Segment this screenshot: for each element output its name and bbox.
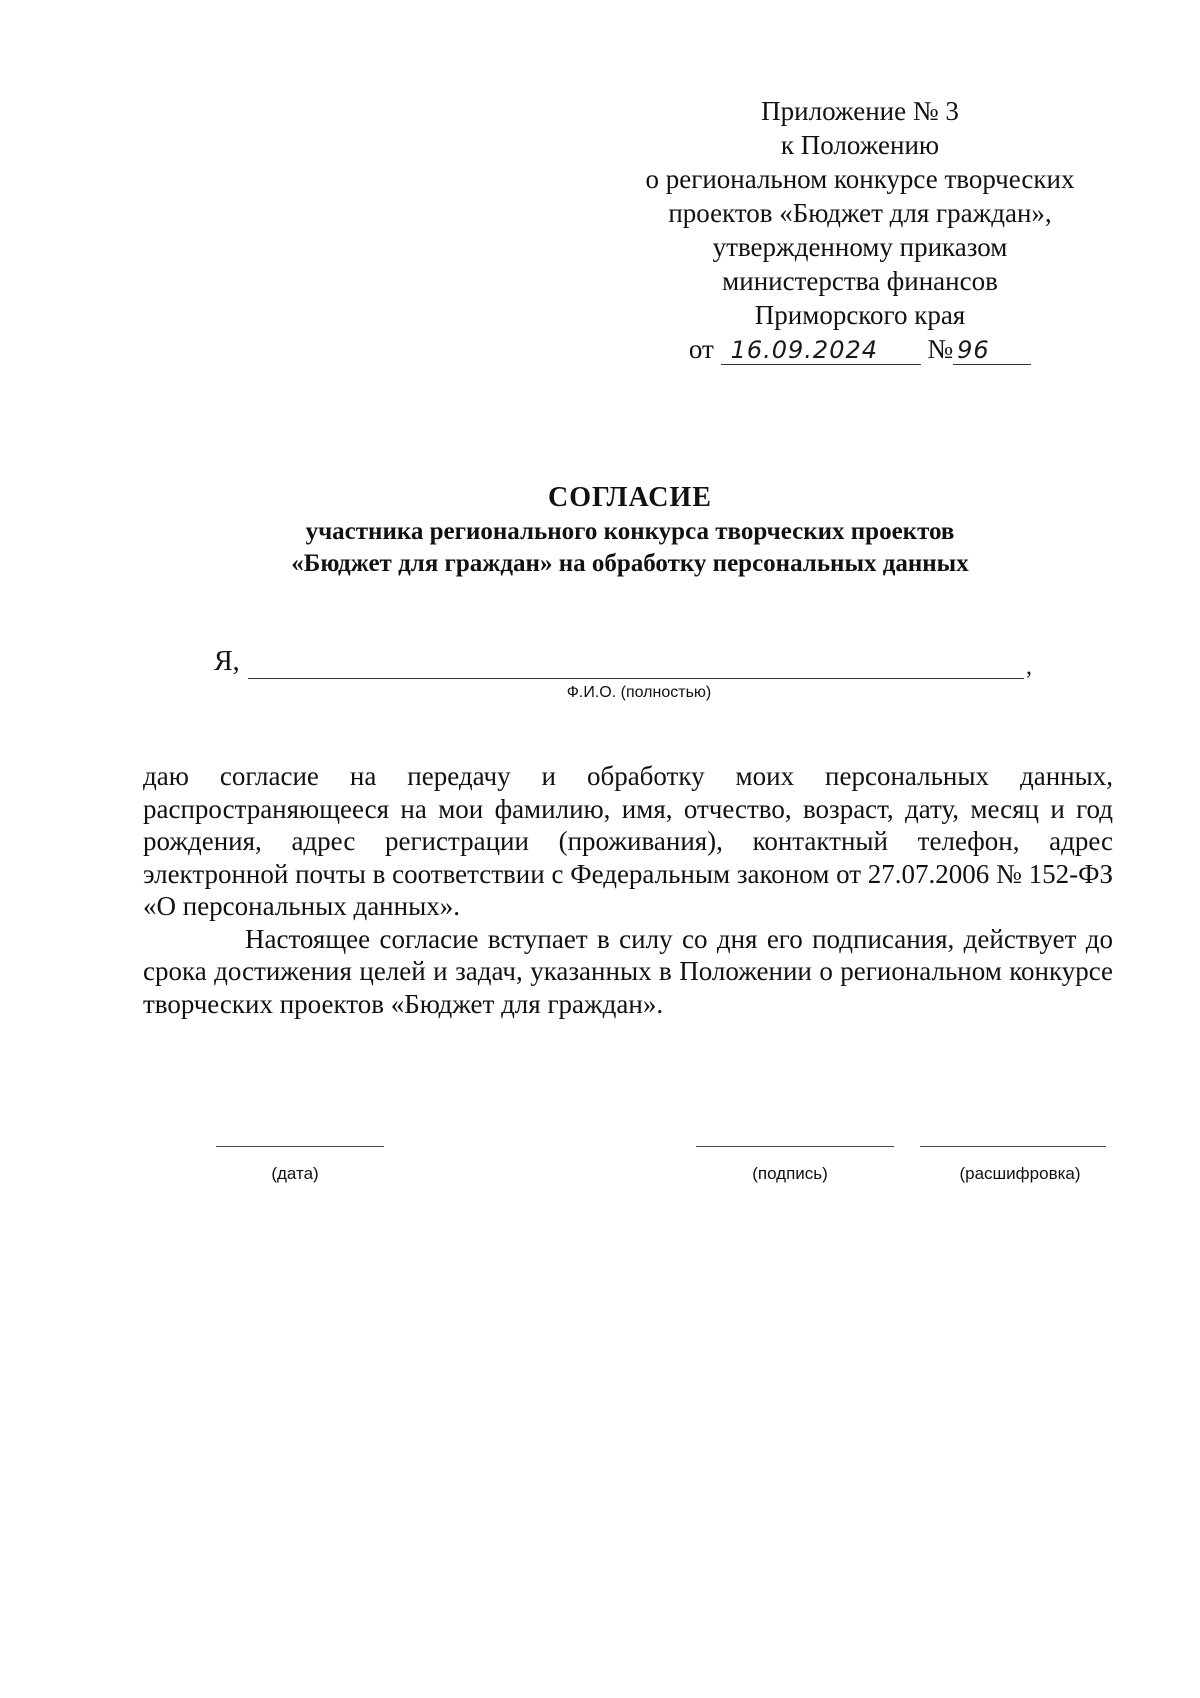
appendix-line: Приморского края [754, 300, 966, 330]
order-number-handwritten: 96 [953, 336, 1031, 365]
appendix-line: проектов «Бюджет для граждан», [668, 198, 1052, 228]
fio-blank-line[interactable] [248, 678, 1024, 679]
date-label: (дата) [271, 1164, 319, 1183]
consent-body [143, 760, 1113, 1020]
title-subtitle-line1: участника регионального конкурса творческих проектов [305, 518, 955, 545]
order-prefix: от [688, 334, 714, 364]
signature-blank-line[interactable] [696, 1146, 894, 1147]
order-date-handwritten: 16.09.2024 [721, 336, 921, 365]
title-subtitle-line2: «Бюджет для граждан» на обработку персональных данных [291, 550, 969, 577]
fio-comma: , [1026, 654, 1032, 680]
fio-prefix: Я, [214, 646, 240, 677]
decoding-blank-line[interactable] [920, 1146, 1106, 1147]
title-main: СОГЛАСИЕ [548, 482, 712, 513]
order-number-label: № [927, 334, 954, 364]
fio-caption: Ф.И.О. (полностью) [566, 684, 712, 701]
signature-label: (подпись) [752, 1164, 828, 1183]
date-blank-line[interactable] [216, 1146, 384, 1147]
decoding-label: (расшифровка) [959, 1164, 1081, 1183]
appendix-line: Приложение № 3 [761, 96, 959, 126]
order-reference [620, 332, 1100, 366]
fio-field [214, 640, 1064, 700]
appendix-line: о региональном конкурсе творческих [645, 164, 1075, 194]
appendix-line: утвержденному приказом [712, 232, 1008, 262]
consent-paragraph-1: даю согласие на передачу и обработку моих персональных данных, распространяющееся на мои фамилию, имя, отчество, возраст, дату, месяц и год рождения, адрес регистрации (проживания), контактный телефон, адрес электронной почты в соответствии с Федеральным законом от 27.07.2006 № 152-ФЗ «О персональных данных». [143, 761, 1113, 921]
consent-paragraph-2: Настоящее согласие вступает в силу со дня его подписания, действует до срока достижения целей и задач, указанных в Положении о региональном конкурсе творческих проектов «Бюджет для граждан». [143, 923, 1113, 1019]
appendix-line: министерства финансов [722, 266, 998, 296]
document-title [160, 480, 1100, 580]
appendix-header [620, 94, 1100, 366]
appendix-line: к Положению [780, 130, 940, 160]
